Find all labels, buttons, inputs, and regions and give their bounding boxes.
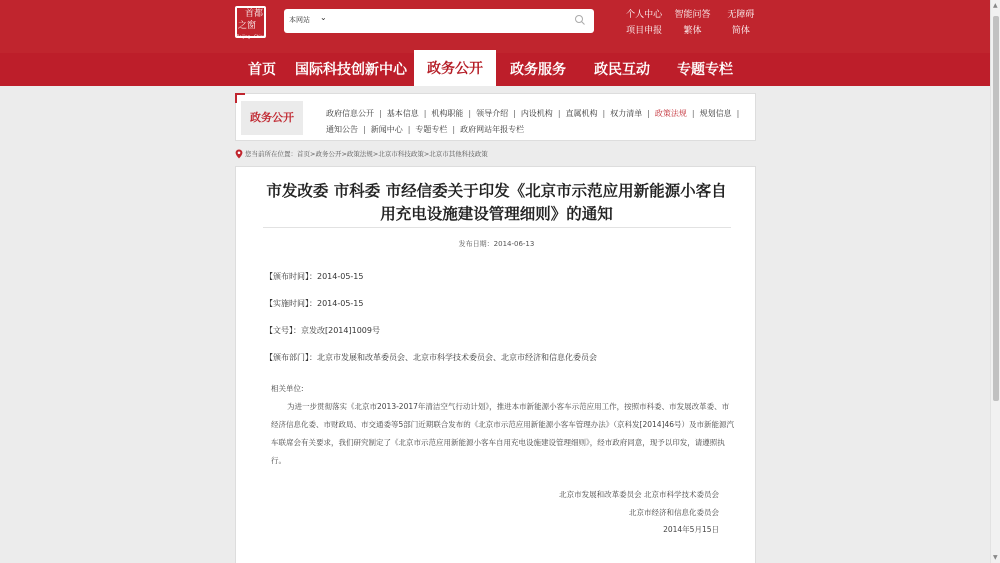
meta-effective: 【实施时间】：2014-05-15 <box>265 299 364 308</box>
logo-subtitle: Beijing · China <box>236 34 266 39</box>
nav-home[interactable]: 首页 <box>248 62 276 78</box>
link-simplified[interactable]: 简体 <box>731 25 750 36</box>
title-divider <box>263 227 731 228</box>
subnav-link-notices[interactable]: 通知公告 <box>326 125 358 134</box>
article-title: 市发改委 市科委 市经信委关于印发《北京市示范应用新能源小客自用充电设施建设管理细则》的通知 <box>266 182 727 223</box>
search-scope-select[interactable]: 本网站 <box>289 16 310 24</box>
nav-tech-center[interactable]: 国际科技创新中心 <box>295 62 407 78</box>
link-smart-qa[interactable]: 智能问答 <box>674 9 711 20</box>
search-icon[interactable] <box>574 13 586 27</box>
link-project-apply[interactable]: 项目申报 <box>626 25 663 36</box>
breadcrumb <box>235 149 488 159</box>
subnav-link-leaders[interactable]: 领导介绍 <box>476 109 509 118</box>
subnav-link-functions[interactable]: 机构职能 <box>431 109 464 118</box>
subnav-title: 政务公开 <box>241 101 303 135</box>
publish-date: 发布日期：2014-06-13 <box>458 240 535 248</box>
nav-special-topics[interactable]: 专题专栏 <box>677 62 733 78</box>
nav-gov-services[interactable]: 政务服务 <box>510 62 566 78</box>
scroll-down-icon[interactable]: ▼ <box>993 554 998 561</box>
subnav-link-internal-orgs[interactable]: 内设机构 <box>520 109 553 118</box>
breadcrumb-prefix: 您当前所在位置： <box>245 150 297 158</box>
top-header <box>0 0 990 53</box>
signature-line-2: 北京市经济和信息化委员会 <box>629 508 719 517</box>
link-traditional[interactable]: 繁体 <box>683 25 702 36</box>
signature-line-1: 北京市发展和改革委员会 北京市科学技术委员会 <box>559 490 719 499</box>
subnav-link-affiliated-orgs[interactable]: 直属机构 <box>565 109 598 118</box>
scroll-up-icon[interactable]: ▲ <box>993 2 998 9</box>
article-panel <box>235 166 756 563</box>
logo-text-top: 首都 <box>244 9 263 19</box>
subnav-link-basic-info[interactable]: 基本信息 <box>386 109 419 118</box>
subnav-links: 政府信息公开 | 基本信息 | 机构职能 | 领导介绍 | 内设机构 | 直属机构 | 权力清单 | 政策法规 | 规划信息 | 通知公告 | 新闻中心 | 专题专栏 | 政府网站年报专栏 <box>326 109 740 134</box>
search-box[interactable] <box>284 9 594 33</box>
subnav-link-topics[interactable]: 专题专栏 <box>415 125 448 134</box>
nav-gov-affairs[interactable]: 政务公开 <box>414 50 496 86</box>
nav-interaction[interactable]: 政民互动 <box>594 62 650 78</box>
subnav-link-news[interactable]: 新闻中心 <box>370 125 403 134</box>
meta-department: 【颁布部门】：北京市发展和改革委员会、北京市科学技术委员会、北京市经济和信息化委员会 <box>265 353 597 362</box>
subnav-link-planning[interactable]: 规划信息 <box>699 109 732 118</box>
scroll-thumb[interactable] <box>993 16 999 401</box>
location-pin-icon <box>235 149 243 159</box>
main-nav <box>0 53 990 86</box>
subnav-link-power-list[interactable]: 权力清单 <box>610 109 643 118</box>
sub-nav <box>235 93 756 141</box>
link-personal-center[interactable]: 个人中心 <box>626 9 663 20</box>
link-accessibility[interactable]: 无障碍 <box>727 9 755 20</box>
salutation: 相关单位: <box>271 384 304 393</box>
subnav-link-info-disclosure[interactable]: 政府信息公开 <box>326 109 374 118</box>
subnav-link-annual-reports[interactable]: 政府网站年报专栏 <box>460 125 525 134</box>
body-paragraph: 为进一步贯彻落实《北京市2013-2017年清洁空气行动计划》，推进本市新能源小客车示范应用工作，按照市科委、市发展改革委、市经济信息化委、市财政局、市交通委等5部门近期联合发布的《北京市示范应用新能源小客车管理办法》（京科发[2014]46号）及市新能源汽车联席会有关要求，我们研究制定了《北京市示范应用新能源小客车自用充电设施建设管理细则》，经市政府同意，现予以印发，请遵照执行。 <box>271 402 735 465</box>
meta-issued: 【颁布时间】：2014-05-15 <box>265 272 364 281</box>
signature-date: 2014年5月15日 <box>663 525 719 534</box>
top-links <box>620 5 765 37</box>
breadcrumb-path[interactable]: 首页>政务公开>政策法规>北京市科技政策>北京市其他科技政策 <box>297 150 488 158</box>
meta-doc-number: 【文号】：京发改[2014]1009号 <box>265 326 380 335</box>
subnav-link-policies[interactable]: 政策法规 <box>654 109 687 118</box>
article-body <box>271 380 736 470</box>
logo-text-mid: 之窗 <box>238 21 257 31</box>
chevron-down-icon[interactable]: ⌄ <box>320 13 327 22</box>
page-scrollbar[interactable] <box>990 0 1000 563</box>
